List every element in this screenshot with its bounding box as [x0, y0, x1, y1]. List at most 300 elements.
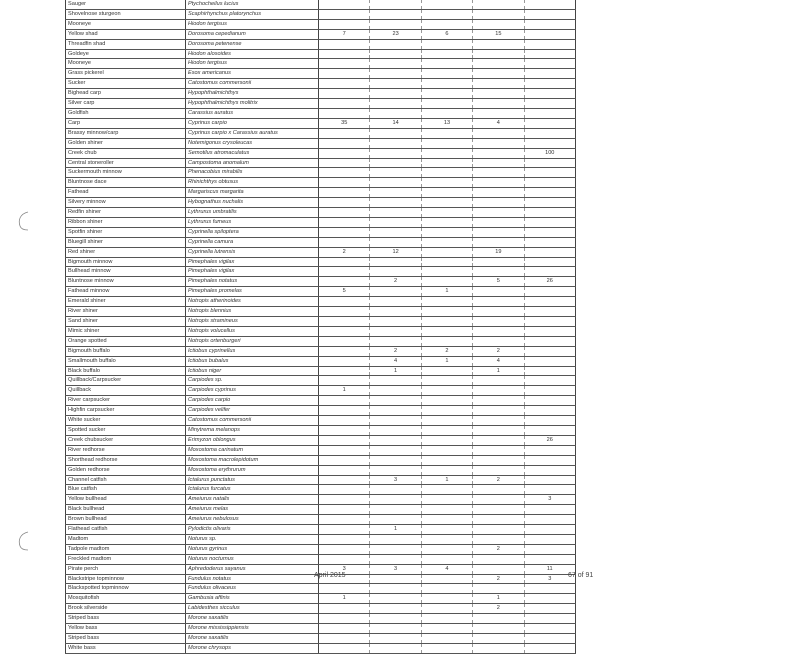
count-cell [421, 534, 472, 544]
count-cell: 3 [370, 564, 421, 574]
count-cell: 1 [370, 525, 421, 535]
table-row [66, 307, 576, 317]
count-cell [421, 168, 472, 178]
count-cell [421, 59, 472, 69]
count-cell [370, 505, 421, 515]
count-cell [319, 317, 370, 327]
count-cell [319, 168, 370, 178]
common-name-cell: Silver carp [66, 99, 186, 109]
scientific-name-cell: Ictalurus punctatus [186, 475, 319, 485]
common-name-cell: Freckled madtom [66, 554, 186, 564]
count-cell [421, 465, 472, 475]
count-cell [524, 237, 575, 247]
count-cell [524, 406, 575, 416]
common-name-cell: Blue catfish [66, 485, 186, 495]
count-cell [473, 386, 524, 396]
common-name-cell: Bigmouth buffalo [66, 346, 186, 356]
table-row [66, 376, 576, 386]
count-cell: 6 [421, 29, 472, 39]
count-cell [524, 317, 575, 327]
count-cell [319, 485, 370, 495]
common-name-cell: Yellow shad [66, 29, 186, 39]
count-cell [421, 505, 472, 515]
count-cell [421, 594, 472, 604]
count-cell [524, 227, 575, 237]
common-name-cell: Sauger [66, 0, 186, 9]
count-cell [473, 108, 524, 118]
scientific-name-cell: Hybognathus nuchalis [186, 198, 319, 208]
common-name-cell: Grass pickerel [66, 69, 186, 79]
count-cell [473, 495, 524, 505]
count-cell [370, 178, 421, 188]
count-cell [473, 128, 524, 138]
count-cell [473, 307, 524, 317]
table-row [66, 108, 576, 118]
count-cell: 2 [319, 247, 370, 257]
scientific-name-cell: Noturus sp. [186, 534, 319, 544]
count-cell [370, 69, 421, 79]
table-row [66, 237, 576, 247]
fish-species-table [65, 0, 576, 654]
count-cell: 1 [319, 594, 370, 604]
scientific-name-cell: Aphredoderus sayanus [186, 564, 319, 574]
table-body [66, 0, 576, 653]
count-cell: 1 [370, 366, 421, 376]
count-cell [370, 198, 421, 208]
count-cell [524, 9, 575, 19]
scientific-name-cell: Morone mississippiensis [186, 624, 319, 634]
count-cell [421, 247, 472, 257]
count-cell [319, 0, 370, 9]
count-cell [524, 198, 575, 208]
count-cell: 26 [524, 277, 575, 287]
scientific-name-cell: Campostoma anomalum [186, 158, 319, 168]
scientific-name-cell: Notropis atherinoides [186, 297, 319, 307]
count-cell [370, 158, 421, 168]
common-name-cell: Emerald shiner [66, 297, 186, 307]
table-row [66, 198, 576, 208]
table-row [66, 396, 576, 406]
count-cell [421, 178, 472, 188]
count-cell [524, 29, 575, 39]
count-cell [524, 604, 575, 614]
common-name-cell: Ribbon shiner [66, 217, 186, 227]
scientific-name-cell: Labidesthes sicculus [186, 604, 319, 614]
count-cell [421, 9, 472, 19]
count-cell [319, 534, 370, 544]
count-cell [319, 277, 370, 287]
count-cell [421, 435, 472, 445]
count-cell [421, 99, 472, 109]
table-row [66, 495, 576, 505]
count-cell: 1 [421, 287, 472, 297]
count-cell [524, 99, 575, 109]
count-cell [370, 416, 421, 426]
count-cell [473, 158, 524, 168]
count-cell [524, 534, 575, 544]
table-row [66, 624, 576, 634]
count-cell [473, 554, 524, 564]
count-cell [421, 297, 472, 307]
count-cell [319, 604, 370, 614]
table-row [66, 257, 576, 267]
table-row [66, 445, 576, 455]
count-cell: 1 [421, 356, 472, 366]
count-cell [421, 554, 472, 564]
table-row [66, 534, 576, 544]
count-cell [421, 614, 472, 624]
count-cell: 3 [370, 475, 421, 485]
count-cell [319, 425, 370, 435]
count-cell [319, 435, 370, 445]
count-cell [524, 168, 575, 178]
count-cell [370, 624, 421, 634]
count-cell: 2 [473, 574, 524, 584]
count-cell [524, 188, 575, 198]
count-cell [370, 9, 421, 19]
count-cell [524, 108, 575, 118]
count-cell [319, 178, 370, 188]
count-cell [319, 366, 370, 376]
count-cell [473, 168, 524, 178]
common-name-cell: Black bullhead [66, 505, 186, 515]
count-cell [421, 188, 472, 198]
count-cell [524, 287, 575, 297]
common-name-cell: Yellow bullhead [66, 495, 186, 505]
count-cell [524, 634, 575, 644]
count-cell [370, 594, 421, 604]
count-cell [319, 138, 370, 148]
table-row [66, 525, 576, 535]
count-cell [421, 108, 472, 118]
scientific-name-cell: Pylodictis olivaris [186, 525, 319, 535]
count-cell [370, 326, 421, 336]
common-name-cell: Spotfin shiner [66, 227, 186, 237]
count-cell [370, 445, 421, 455]
scientific-name-cell: Lythrurus fumeus [186, 217, 319, 227]
scientific-name-cell: Carpiodes velifer [186, 406, 319, 416]
count-cell [473, 297, 524, 307]
count-cell [421, 208, 472, 218]
common-name-cell: Redfin shiner [66, 208, 186, 218]
table-row [66, 356, 576, 366]
count-cell: 2 [473, 544, 524, 554]
count-cell: 2 [473, 604, 524, 614]
common-name-cell: Silvery minnow [66, 198, 186, 208]
scientific-name-cell: Hypophthalmichthys [186, 89, 319, 99]
scientific-name-cell: Moxostoma carinatum [186, 445, 319, 455]
count-cell [370, 634, 421, 644]
table-row [66, 515, 576, 525]
count-cell [319, 376, 370, 386]
count-cell [473, 227, 524, 237]
count-cell [370, 287, 421, 297]
count-cell [370, 89, 421, 99]
common-name-cell: Goldfish [66, 108, 186, 118]
table-row [66, 435, 576, 445]
count-cell [370, 386, 421, 396]
count-cell [319, 356, 370, 366]
scientific-name-cell: Ptychocheilus lucius [186, 0, 319, 9]
count-cell [473, 0, 524, 9]
table-row [66, 584, 576, 594]
count-cell [319, 79, 370, 89]
table-row [66, 366, 576, 376]
count-cell [524, 19, 575, 29]
count-cell [473, 79, 524, 89]
count-cell [370, 604, 421, 614]
count-cell [473, 19, 524, 29]
count-cell [319, 307, 370, 317]
count-cell [524, 49, 575, 59]
count-cell: 19 [473, 247, 524, 257]
common-name-cell: Blackstripe topminnow [66, 574, 186, 584]
table-row [66, 425, 576, 435]
count-cell [473, 416, 524, 426]
table-row [66, 643, 576, 653]
count-cell [319, 69, 370, 79]
count-cell: 26 [524, 435, 575, 445]
footer-date: April 2015 [314, 572, 346, 579]
count-cell: 23 [370, 29, 421, 39]
table-row [66, 326, 576, 336]
count-cell [473, 406, 524, 416]
count-cell [319, 158, 370, 168]
count-cell [319, 128, 370, 138]
count-cell [370, 208, 421, 218]
count-cell [473, 138, 524, 148]
table-row [66, 9, 576, 19]
common-name-cell: Bullhead minnow [66, 267, 186, 277]
count-cell [524, 0, 575, 9]
common-name-cell: Channel catfish [66, 475, 186, 485]
count-cell [421, 267, 472, 277]
count-cell [421, 544, 472, 554]
scientific-name-cell: Dorosoma cepedianum [186, 29, 319, 39]
count-cell: 2 [370, 277, 421, 287]
count-cell [370, 455, 421, 465]
count-cell [370, 574, 421, 584]
common-name-cell: Striped bass [66, 634, 186, 644]
count-cell [473, 643, 524, 653]
count-cell [524, 356, 575, 366]
count-cell [421, 69, 472, 79]
count-cell [524, 515, 575, 525]
common-name-cell: Central stoneroller [66, 158, 186, 168]
table-row [66, 188, 576, 198]
count-cell [473, 505, 524, 515]
count-cell [473, 455, 524, 465]
count-cell [319, 89, 370, 99]
count-cell [524, 425, 575, 435]
common-name-cell: Carp [66, 118, 186, 128]
count-cell [319, 416, 370, 426]
common-name-cell: Shorthead redhorse [66, 455, 186, 465]
count-cell [473, 178, 524, 188]
count-cell [370, 643, 421, 653]
count-cell [370, 227, 421, 237]
count-cell [370, 485, 421, 495]
scientific-name-cell: Morone saxatilis [186, 634, 319, 644]
count-cell [473, 89, 524, 99]
count-cell [370, 435, 421, 445]
count-cell [524, 584, 575, 594]
common-name-cell: Golden redhorse [66, 465, 186, 475]
count-cell [473, 534, 524, 544]
count-cell [319, 614, 370, 624]
count-cell [524, 247, 575, 257]
table-row [66, 39, 576, 49]
count-cell [421, 584, 472, 594]
count-cell: 4 [473, 118, 524, 128]
footer-page-number: 67 of 91 [568, 572, 594, 579]
count-cell [370, 257, 421, 267]
common-name-cell: Quillback/Carpsucker [66, 376, 186, 386]
count-cell: 2 [473, 346, 524, 356]
count-cell [370, 554, 421, 564]
scientific-name-cell: Ictiobus niger [186, 366, 319, 376]
scientific-name-cell: Carpiodes cyprinus [186, 386, 319, 396]
count-cell: 35 [319, 118, 370, 128]
count-cell [473, 208, 524, 218]
count-cell [370, 465, 421, 475]
count-cell [370, 515, 421, 525]
count-cell [524, 594, 575, 604]
count-cell [524, 485, 575, 495]
count-cell [370, 108, 421, 118]
count-cell: 7 [319, 29, 370, 39]
count-cell [319, 455, 370, 465]
count-cell [370, 396, 421, 406]
count-cell [473, 49, 524, 59]
count-cell [473, 634, 524, 644]
count-cell [524, 624, 575, 634]
count-cell [319, 525, 370, 535]
common-name-cell: Goldeye [66, 49, 186, 59]
count-cell [370, 128, 421, 138]
count-cell [473, 317, 524, 327]
table-row [66, 69, 576, 79]
count-cell [421, 406, 472, 416]
count-cell [524, 128, 575, 138]
count-cell: 11 [524, 564, 575, 574]
count-cell [421, 19, 472, 29]
scientific-name-cell: Dorosoma petenense [186, 39, 319, 49]
count-cell [319, 406, 370, 416]
scientific-name-cell: Semotilus atromaculatus [186, 148, 319, 158]
common-name-cell: Black buffalo [66, 366, 186, 376]
table-row [66, 614, 576, 624]
count-cell [473, 257, 524, 267]
common-name-cell: Tadpole madtom [66, 544, 186, 554]
count-cell: 3 [524, 495, 575, 505]
count-cell [421, 634, 472, 644]
count-cell: 3 [319, 564, 370, 574]
count-cell [524, 396, 575, 406]
count-cell [473, 287, 524, 297]
common-name-cell: River redhorse [66, 445, 186, 455]
count-cell: 1 [319, 386, 370, 396]
scientific-name-cell: Rhinichthys obtusus [186, 178, 319, 188]
table-row [66, 346, 576, 356]
scientific-name-cell: Cyprinus carpio x Carassius auratus [186, 128, 319, 138]
count-cell [473, 198, 524, 208]
common-name-cell: Bighead carp [66, 89, 186, 99]
count-cell [421, 128, 472, 138]
common-name-cell: White sucker [66, 416, 186, 426]
count-cell [473, 564, 524, 574]
scientific-name-cell: Pimephales vigilax [186, 267, 319, 277]
table-row [66, 336, 576, 346]
count-cell [473, 9, 524, 19]
count-cell [473, 515, 524, 525]
count-cell [421, 49, 472, 59]
punch-hole-mark [16, 530, 30, 552]
count-cell [319, 336, 370, 346]
count-cell [319, 39, 370, 49]
common-name-cell: Shovelnose sturgeon [66, 9, 186, 19]
scientific-name-cell: Ictalurus furcatus [186, 485, 319, 495]
count-cell [473, 59, 524, 69]
common-name-cell: Brassy minnow/carp [66, 128, 186, 138]
table-row [66, 59, 576, 69]
scientific-name-cell: Scaphirhynchus platorynchus [186, 9, 319, 19]
table-row [66, 128, 576, 138]
count-cell [473, 584, 524, 594]
count-cell [421, 198, 472, 208]
scientific-name-cell: Fundulus notatus [186, 574, 319, 584]
common-name-cell: Sand shiner [66, 317, 186, 327]
table-row [66, 554, 576, 564]
count-cell [319, 9, 370, 19]
count-cell [370, 544, 421, 554]
count-cell [421, 138, 472, 148]
count-cell [524, 525, 575, 535]
count-cell [370, 138, 421, 148]
count-cell [421, 495, 472, 505]
count-cell [524, 475, 575, 485]
count-cell [421, 485, 472, 495]
count-cell [319, 643, 370, 653]
count-cell [370, 614, 421, 624]
common-name-cell: Brook silverside [66, 604, 186, 614]
count-cell [319, 584, 370, 594]
count-cell [421, 416, 472, 426]
common-name-cell: Mosquitofish [66, 594, 186, 604]
scientific-name-cell: Phenacobius mirabilis [186, 168, 319, 178]
table-row [66, 158, 576, 168]
count-cell [524, 445, 575, 455]
table-row [66, 49, 576, 59]
common-name-cell: Golden shiner [66, 138, 186, 148]
count-cell [319, 198, 370, 208]
table-row [66, 594, 576, 604]
scientific-name-cell: Morone chrysops [186, 643, 319, 653]
table-row [66, 465, 576, 475]
table-row [66, 89, 576, 99]
count-cell [524, 297, 575, 307]
count-cell [473, 614, 524, 624]
count-cell [370, 336, 421, 346]
table-row [66, 99, 576, 109]
table-row [66, 634, 576, 644]
table-row [66, 148, 576, 158]
count-cell [319, 237, 370, 247]
count-cell [524, 257, 575, 267]
count-cell [524, 79, 575, 89]
table-row [66, 505, 576, 515]
count-cell [319, 624, 370, 634]
